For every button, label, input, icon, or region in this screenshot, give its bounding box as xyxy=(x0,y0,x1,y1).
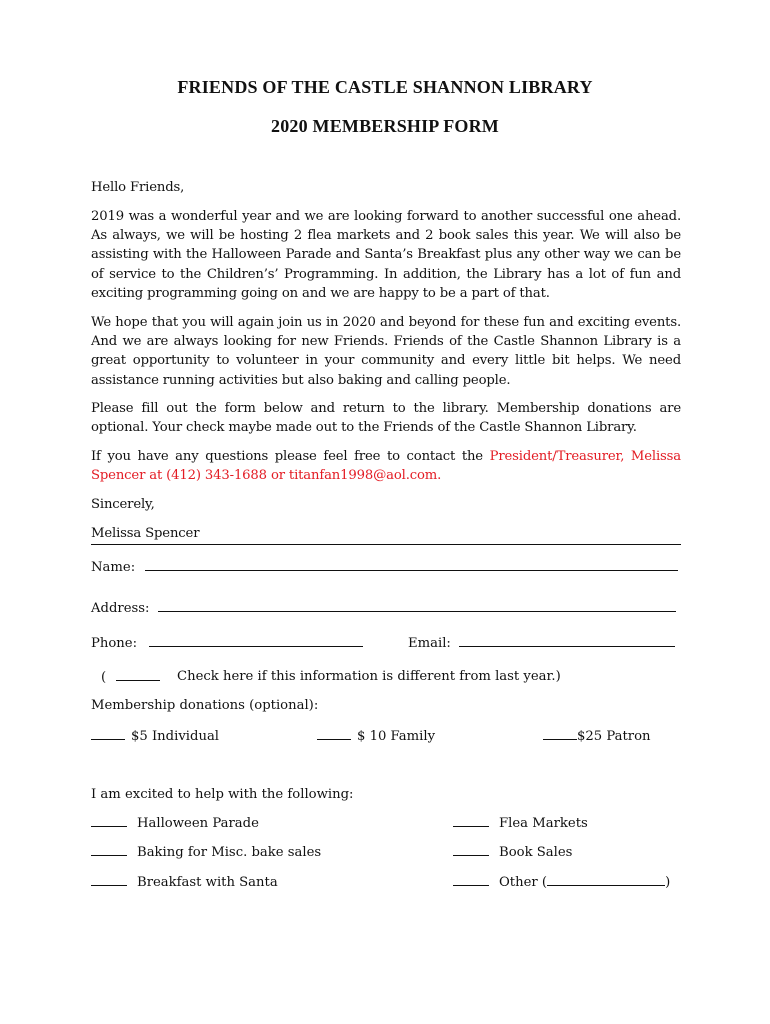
volunteer-blank[interactable] xyxy=(453,842,489,856)
donation-label: $ 10 Family xyxy=(357,729,436,744)
paragraph-2: We hope that you will again join us in 2020 and beyond for these fun and exciting events. And we are always looking for new Friends. Friends of the Castle Shannon Library is a great opportunity to volunteer in your community and every little bit helps. We need assistance running activities but also baking and calling people. xyxy=(91,315,681,388)
volunteer-label-text: Halloween Parade xyxy=(137,816,259,831)
phone-label: Phone: xyxy=(91,636,138,651)
phone-field[interactable] xyxy=(149,633,363,647)
address-row xyxy=(91,598,676,618)
volunteer-blank[interactable] xyxy=(91,813,127,827)
volunteer-label-text: Flea Markets xyxy=(499,816,588,831)
volunteer-option-baking[interactable] xyxy=(91,842,321,862)
volunteer-blank[interactable] xyxy=(91,872,127,886)
donation-option-patron[interactable] xyxy=(543,726,651,746)
closing: Sincerely, xyxy=(91,497,155,512)
volunteer-label: I am excited to help with the following: xyxy=(91,787,354,802)
address-field[interactable] xyxy=(158,598,676,612)
donation-blank[interactable] xyxy=(543,726,577,740)
form-title: 2020 MEMBERSHIP FORM xyxy=(271,116,499,136)
volunteer-blank[interactable] xyxy=(453,813,489,827)
paragraph-4 xyxy=(91,447,681,485)
info-changed-row xyxy=(101,667,160,687)
volunteer-option-other[interactable] xyxy=(453,872,670,892)
donation-option-individual[interactable] xyxy=(91,726,219,746)
donation-blank[interactable] xyxy=(317,726,351,740)
donations-label: Membership donations (optional): xyxy=(91,698,319,713)
volunteer-option-halloween[interactable] xyxy=(91,813,259,833)
check-open-paren: ( xyxy=(101,670,107,685)
volunteer-label-text: Baking for Misc. bake sales xyxy=(137,845,322,860)
donation-label: $5 Individual xyxy=(131,729,220,744)
contact-info: President/Treasurer, Melissa Spencer at (412) 343-1688 or titanfan1998@aol.com. xyxy=(91,449,681,484)
name-field[interactable] xyxy=(145,557,678,571)
email-label: Email: xyxy=(408,636,451,651)
paragraph-1: 2019 was a wonderful year and we are looking forward to another successful one ahead. As always, we will be hosting 2 flea markets and 2 book sales this year. We will also be assisting with the Halloween Parade and Santa’s Breakfast plus any other way we can be of service to the Children’s’ Programming. In addition, the Library has a lot of fun and exciting programming going on and we are happy to be a part of that. xyxy=(91,209,681,301)
email-row xyxy=(408,633,675,653)
contact-intro: If you have any questions please feel free to contact the xyxy=(91,449,490,464)
greeting: Hello Friends, xyxy=(91,180,185,195)
donation-label: $25 Patron xyxy=(577,729,651,744)
other-close-paren: ) xyxy=(665,875,671,890)
email-field[interactable] xyxy=(459,633,675,647)
address-label: Address: xyxy=(91,601,150,616)
volunteer-label-text: Book Sales xyxy=(499,845,573,860)
volunteer-option-book-sales[interactable] xyxy=(453,842,572,862)
volunteer-label-text: Other ( xyxy=(499,875,548,890)
divider-line xyxy=(91,544,681,545)
volunteer-blank[interactable] xyxy=(453,872,489,886)
name-label: Name: xyxy=(91,560,136,575)
other-field[interactable] xyxy=(547,872,665,886)
info-changed-text: Check here if this information is different from last year.) xyxy=(177,669,561,684)
donation-blank[interactable] xyxy=(91,726,125,740)
volunteer-label-text: Breakfast with Santa xyxy=(137,875,278,890)
name-row xyxy=(91,557,678,577)
info-changed-checkbox[interactable] xyxy=(116,667,160,681)
volunteer-option-flea-markets[interactable] xyxy=(453,813,588,833)
volunteer-option-breakfast[interactable] xyxy=(91,872,278,892)
phone-row xyxy=(91,633,363,653)
volunteer-blank[interactable] xyxy=(91,842,127,856)
organization-title: FRIENDS OF THE CASTLE SHANNON LIBRARY xyxy=(177,77,593,97)
signature: Melissa Spencer xyxy=(91,526,200,541)
donation-option-family[interactable] xyxy=(317,726,435,746)
paragraph-3: Please fill out the form below and return to the library. Membership donations are optional. Your check maybe made out to the Friends of the Castle Shannon Library. xyxy=(91,401,681,436)
